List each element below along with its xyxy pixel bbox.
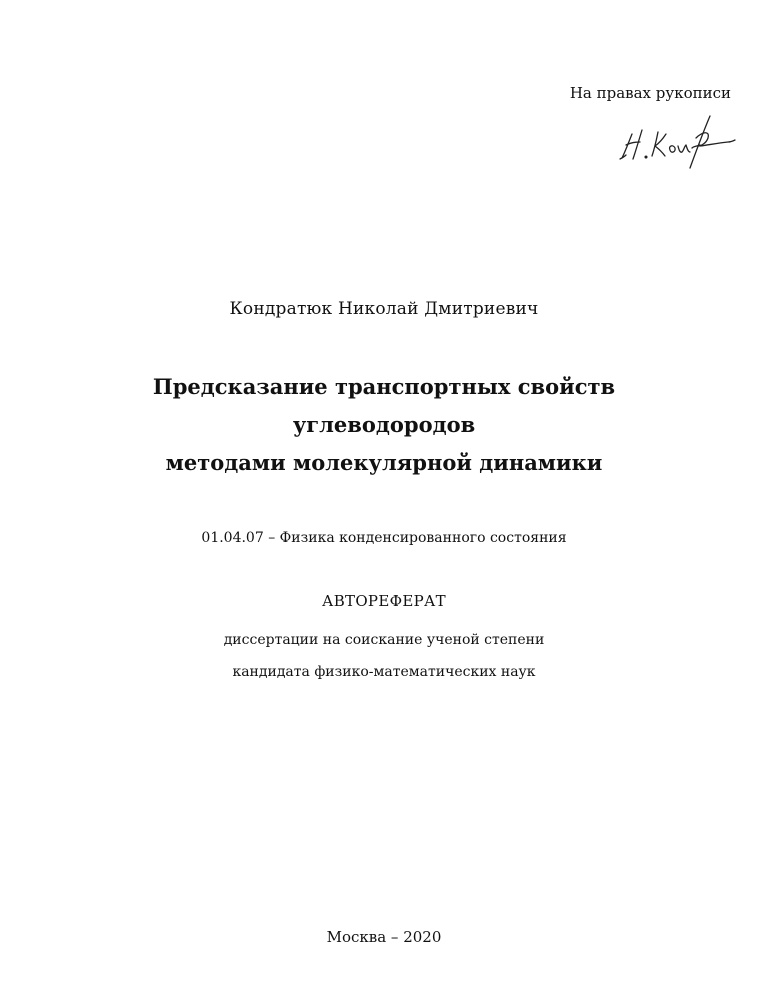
abstract-label: АВТОРЕФЕРАТ (322, 592, 446, 610)
title-line: Предсказание транспортных свойств (152, 374, 616, 399)
author-name: Кондратюк Николай Дмитриевич (229, 299, 539, 319)
title-line: углеводородов (292, 412, 476, 437)
manuscript-rights-note: На правах рукописи (569, 84, 731, 102)
degree-line: кандидата физико-математических наук (232, 664, 536, 680)
degree-line: диссертации на соискание ученой степени (223, 632, 545, 648)
handwritten-signature (618, 112, 736, 170)
title-line: методами молекулярной динамики (165, 450, 603, 475)
degree-description (0, 624, 768, 688)
specialty-code: 01.04.07 – Физика конденсированного состояния (201, 530, 567, 546)
dissertation-title (0, 368, 768, 482)
place-and-year: Москва – 2020 (326, 928, 442, 946)
